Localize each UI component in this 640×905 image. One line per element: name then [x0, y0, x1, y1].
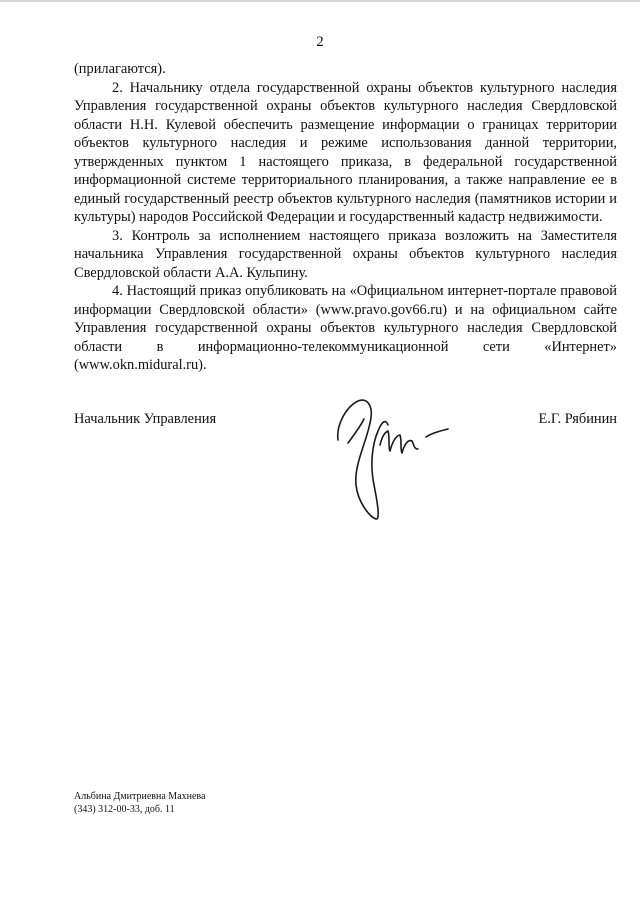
- handwritten-signature: [318, 385, 458, 525]
- page-number: 2: [316, 34, 324, 50]
- executor-info: [74, 790, 374, 816]
- signer-position: Начальник Управления: [74, 411, 217, 427]
- paragraph-item-2: 2. Начальнику отдела государственной охраны объектов культурного наследия Управления государственной охраны объектов культурного наследия Свердловской области Н.Н. Кулевой обеспечить размещение информации о границах территории объектов культурного наследия и режиме использования данной территории, утвержденных пунктом 1 настоящего приказа, в федеральной государственной информационной системе территориального планирования, а также направление ее в единый государственный реестр объектов культурного наследия (памятников истории и культуры) народов Российской Федерации и государственный кадастр недвижимости.: [74, 79, 617, 225]
- signer-name: Е.Г. Рябинин: [538, 411, 617, 427]
- paragraph-item-3: 3. Контроль за исполнением настоящего приказа возложить на Заместителя начальника Управления государственной охраны объектов культурного наследия Свердловской области А.А. Кульпину.: [74, 227, 617, 281]
- executor-name: Альбина Дмитриевна Махнева: [74, 791, 206, 802]
- page-top-edge: [0, 0, 640, 2]
- document-body: [74, 60, 617, 375]
- executor-phone: (343) 312-00-33, доб. 11: [74, 804, 175, 815]
- paragraph-item-4: 4. Настоящий приказ опубликовать на «Официальном интернет-портале правовой информации Свердловской области» (www.pravo.gov66.ru) и на официальном сайте Управления государственной охраны объектов культурного наследия Свердловской области в информационно-телекоммуникационной сети «Интернет» (www.okn.midural.ru).: [74, 283, 617, 373]
- paragraph-continuation: (прилагаются).: [74, 61, 166, 77]
